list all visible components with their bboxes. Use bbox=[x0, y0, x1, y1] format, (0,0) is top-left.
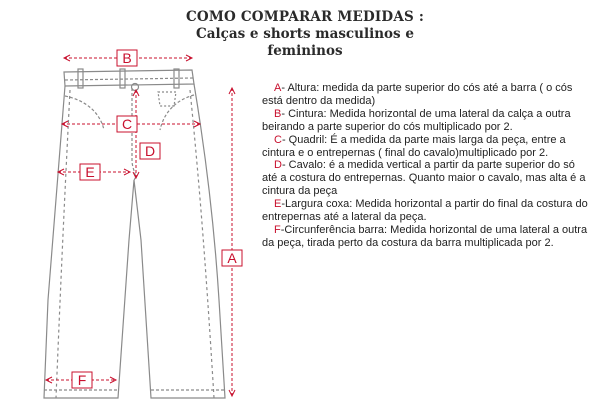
legend-letter: A bbox=[274, 82, 282, 94]
title-line-1: COMO COMPARAR MEDIDAS : bbox=[185, 9, 425, 25]
title-line-3: femininos bbox=[267, 43, 343, 59]
legend-text: -Circunferência barra: Medida horizontal de uma lateral a outra da peça, tirada perto da costura da barra multiplicada por 2. bbox=[262, 223, 588, 249]
coin-pocket bbox=[158, 92, 176, 106]
legend-letter: B bbox=[274, 107, 282, 120]
legend-text: -Largura coxa: Medida horizontal a partir do final da costura do entrepernas até a lateral da peça. bbox=[262, 198, 588, 224]
label-d: D bbox=[144, 143, 156, 159]
legend-text: - Cintura: Medida horizontal de uma lateral da calça a outra beirando a parte superior do cós multiplicado por 2. bbox=[262, 107, 571, 133]
legend-item-e bbox=[262, 198, 592, 224]
legend-text: - Altura: medida da parte superior do cós até a barra ( o cós está dentro da medida) bbox=[262, 82, 573, 107]
label-e: E bbox=[85, 164, 95, 180]
label-a: A bbox=[227, 250, 237, 266]
label-b: B bbox=[122, 50, 132, 66]
legend-item-d bbox=[262, 159, 592, 198]
legend-letter: C bbox=[274, 133, 282, 146]
legend-item-c bbox=[262, 134, 592, 160]
legend-text: - Quadril: É a medida da parte mais larga da peça, entre a cintura e o entrepernas ( final do cavalo)multiplicado por 2. bbox=[262, 133, 566, 159]
legend-item-f bbox=[262, 224, 592, 250]
legend-item-b bbox=[262, 108, 592, 134]
measurement-legend bbox=[262, 82, 592, 250]
pocket-right bbox=[160, 95, 194, 130]
legend-text: - Cavalo: é a medida vertical a partir da parte superior do só até a costura do entrepernas. Quanto maior o cavalo, mas alta é a cintura da peça bbox=[262, 159, 586, 198]
legend-letter: D bbox=[274, 159, 282, 172]
title-line-2: Calças e shorts masculinos e bbox=[196, 26, 414, 42]
legend-letter: E bbox=[274, 198, 282, 211]
label-c: C bbox=[121, 116, 133, 132]
label-f: F bbox=[77, 372, 87, 388]
fly-stitch bbox=[132, 88, 135, 180]
side-seam-left bbox=[56, 90, 70, 398]
pocket-left bbox=[65, 96, 104, 130]
legend-item-a bbox=[262, 82, 592, 108]
legend-letter: F bbox=[274, 223, 281, 236]
